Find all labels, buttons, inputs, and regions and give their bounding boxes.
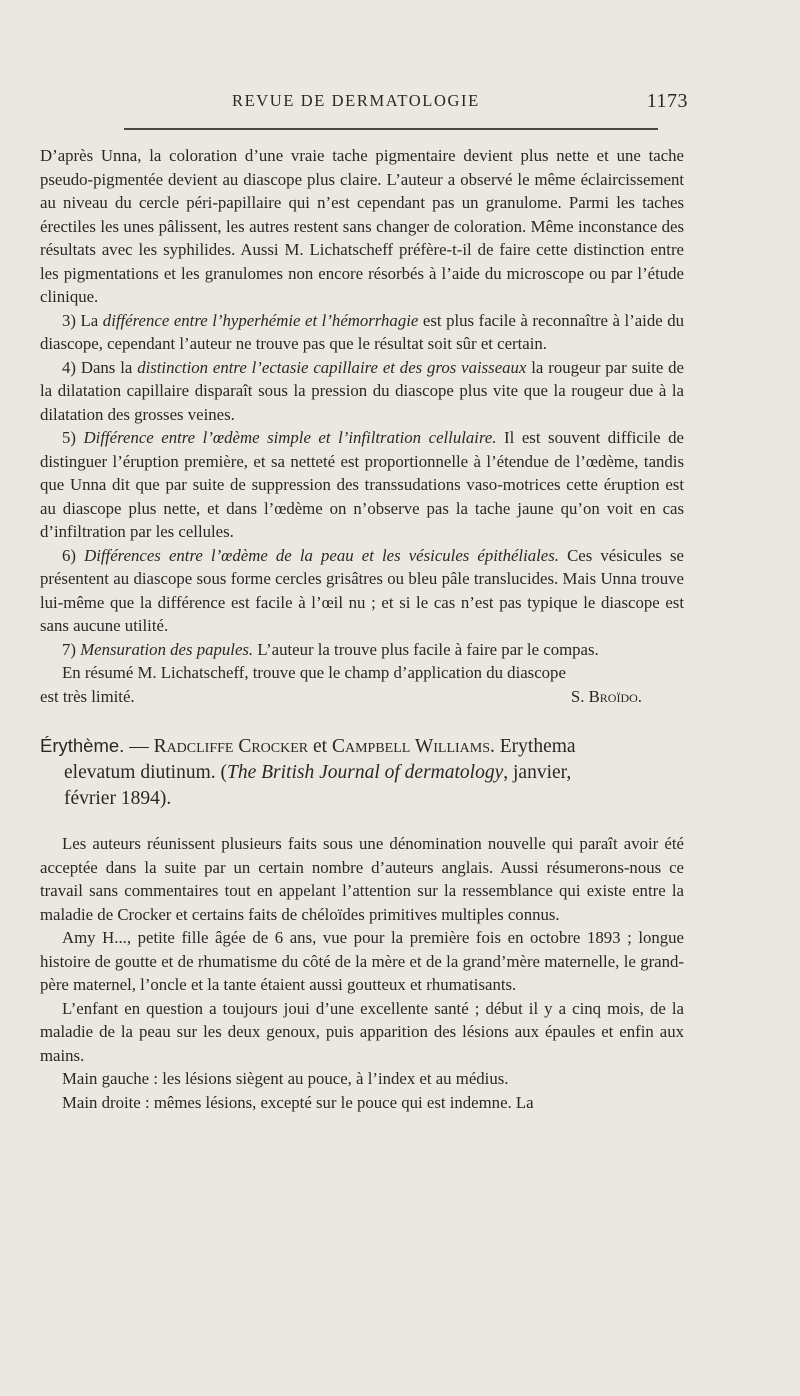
article-title-continuation bbox=[40, 760, 684, 786]
author-williams: Campbell Williams bbox=[331, 736, 491, 757]
item-5-number: 5) bbox=[62, 428, 84, 447]
item-6-text: Ces vésicules se présentent au diascope sous forme cercles grisâtres ou bleu pâle translucides. Mais Unna trouve lui-même que la différence est facile à l’œil nu ; et si le cas n’est pas typique le diascope est sans aucune utilité. bbox=[40, 545, 684, 635]
item-6-heading: Différences entre l’œdème de la peau et les vésicules épithéliales. bbox=[84, 545, 559, 565]
article-lead: Érythème. bbox=[40, 735, 125, 756]
article-dash: — bbox=[124, 736, 154, 757]
item-4-heading: distinction entre l’ectasie capillaire et des gros vaisseaux bbox=[137, 357, 527, 377]
paragraph-authors-group: Les auteurs réunissent plusieurs faits sous une dénomination nouvelle qui paraît avoir été acceptée dans la suite par un certain nombre d’auteurs anglais. Aussi résumerons-nous ce travail sans commentaires tout en appelant l’attention sur la ressemblance qui existe entre la maladie de Crocker et certains faits de chéloïdes primitives multiples connus. bbox=[40, 834, 684, 924]
article-title-start: . Erythema bbox=[490, 736, 576, 757]
summary-last-line: est très limité. bbox=[40, 686, 135, 706]
paragraph-item-4 bbox=[40, 356, 684, 427]
summary-signature-line bbox=[40, 685, 684, 709]
paragraph-case-amy: Amy H..., petite fille âgée de 6 ans, vue pour la première fois en octobre 1893 ; longue histoire de goutte et de rhumatisme du côté de la mère et de la grand’mère maternelle, le grand-père maternel, l’oncle et la tante étaient aussi goutteux et rhumatisants. bbox=[40, 928, 684, 994]
paragraph-item-6 bbox=[40, 544, 684, 638]
item-7-number: 7) bbox=[62, 639, 81, 659]
item-3-text: est plus facile à reconnaître à l’aide du diascope, cependant l’auteur ne trouve pas que le résultat soit sûr et certain. bbox=[40, 310, 684, 353]
paragraph-onset: L’enfant en question a toujours joui d’une excellente santé ; début il y a cinq mois, de la maladie de la peau sur les deux genoux, puis apparition des lésions aux épaules et enfin aux mains. bbox=[40, 998, 684, 1065]
header-rule bbox=[124, 128, 658, 130]
article-title-end: elevatum diutinum. ( bbox=[64, 762, 228, 783]
journal-date-start: , janvier, bbox=[503, 762, 572, 783]
paragraph-right-hand: Main droite : mêmes lésions, excepté sur le pouce qui est indemne. La bbox=[62, 1092, 534, 1112]
running-head bbox=[0, 88, 800, 118]
journal-date-end: février 1894). bbox=[64, 788, 172, 809]
journal-title: REVUE DE DERMATOLOGIE bbox=[232, 91, 480, 110]
item-4-text: la rougeur par suite de la dilatation capillaire disparaît sous la pression du diascope plus vite que la rougeur due à la dilatation des grosses veines. bbox=[40, 357, 684, 424]
item-7-text: L’auteur la trouve plus facile à faire par le compas. bbox=[253, 639, 599, 659]
item-5-heading: Différence entre l’œdème simple et l’infiltration cellulaire. bbox=[83, 428, 497, 447]
paragraph-left-hand: Main gauche : les lésions siègent au pouce, à l’index et au médius. bbox=[62, 1069, 509, 1088]
item-3-number: 3) La bbox=[62, 310, 103, 330]
author-crocker: Radcliffe Crocker bbox=[153, 736, 309, 757]
item-3-heading: différence entre l’hyperhémie et l’hémorrhagie bbox=[102, 310, 419, 330]
body-text bbox=[40, 144, 684, 1114]
section-spacer bbox=[40, 812, 684, 832]
item-5-text: Il est souvent difficile de distinguer l’éruption première, et sa netteté est proportionnelle à l’étendue de l’œdème, tandis que Unna dit que par suite de suppression des transsudations vaso-motrices cette éruption est au diascope plus nette, et dans l’œdème on n’observe pas la tache jaune qu’on voit en cas d’infiltration par les cellules. bbox=[40, 428, 684, 541]
paragraph-unna-coloration: D’après Unna, la coloration d’une vraie tache pigmentaire devient plus nette et une tache pseudo-pigmentée devient au diascope plus claire. L’auteur a observé le même éclaircissement au niveau du cercle péri-papillaire qui n’est cependant pas un granulome. Parmi les taches érectiles les unes pâlissent, les autres restent sans changer de coloration. Même inconstance des résultats avec les syphilides. Aussi M. Lichatscheff préfère-t-il de faire cette distinction entre les pigmentations et les granulomes non encore résorbés à l’aide du microscope ou par l’étude clinique. bbox=[40, 146, 684, 306]
journal-name: The British Journal of dermatology bbox=[227, 762, 504, 783]
paragraph-summary: En résumé M. Lichatscheff, trouve que le champ d’application du diascope bbox=[62, 663, 566, 682]
article-heading bbox=[40, 733, 684, 812]
author-signature: S. Broïdo. bbox=[570, 686, 642, 706]
item-6-number: 6) bbox=[62, 545, 85, 565]
paragraph-item-7 bbox=[40, 638, 684, 662]
author-conjunction: et bbox=[308, 736, 332, 757]
page-number: 1173 bbox=[646, 90, 688, 112]
item-7-heading: Mensuration des papules. bbox=[80, 639, 254, 659]
paragraph-item-3 bbox=[40, 309, 684, 356]
item-4-number: 4) Dans la bbox=[62, 357, 138, 377]
paragraph-item-5 bbox=[40, 426, 684, 544]
